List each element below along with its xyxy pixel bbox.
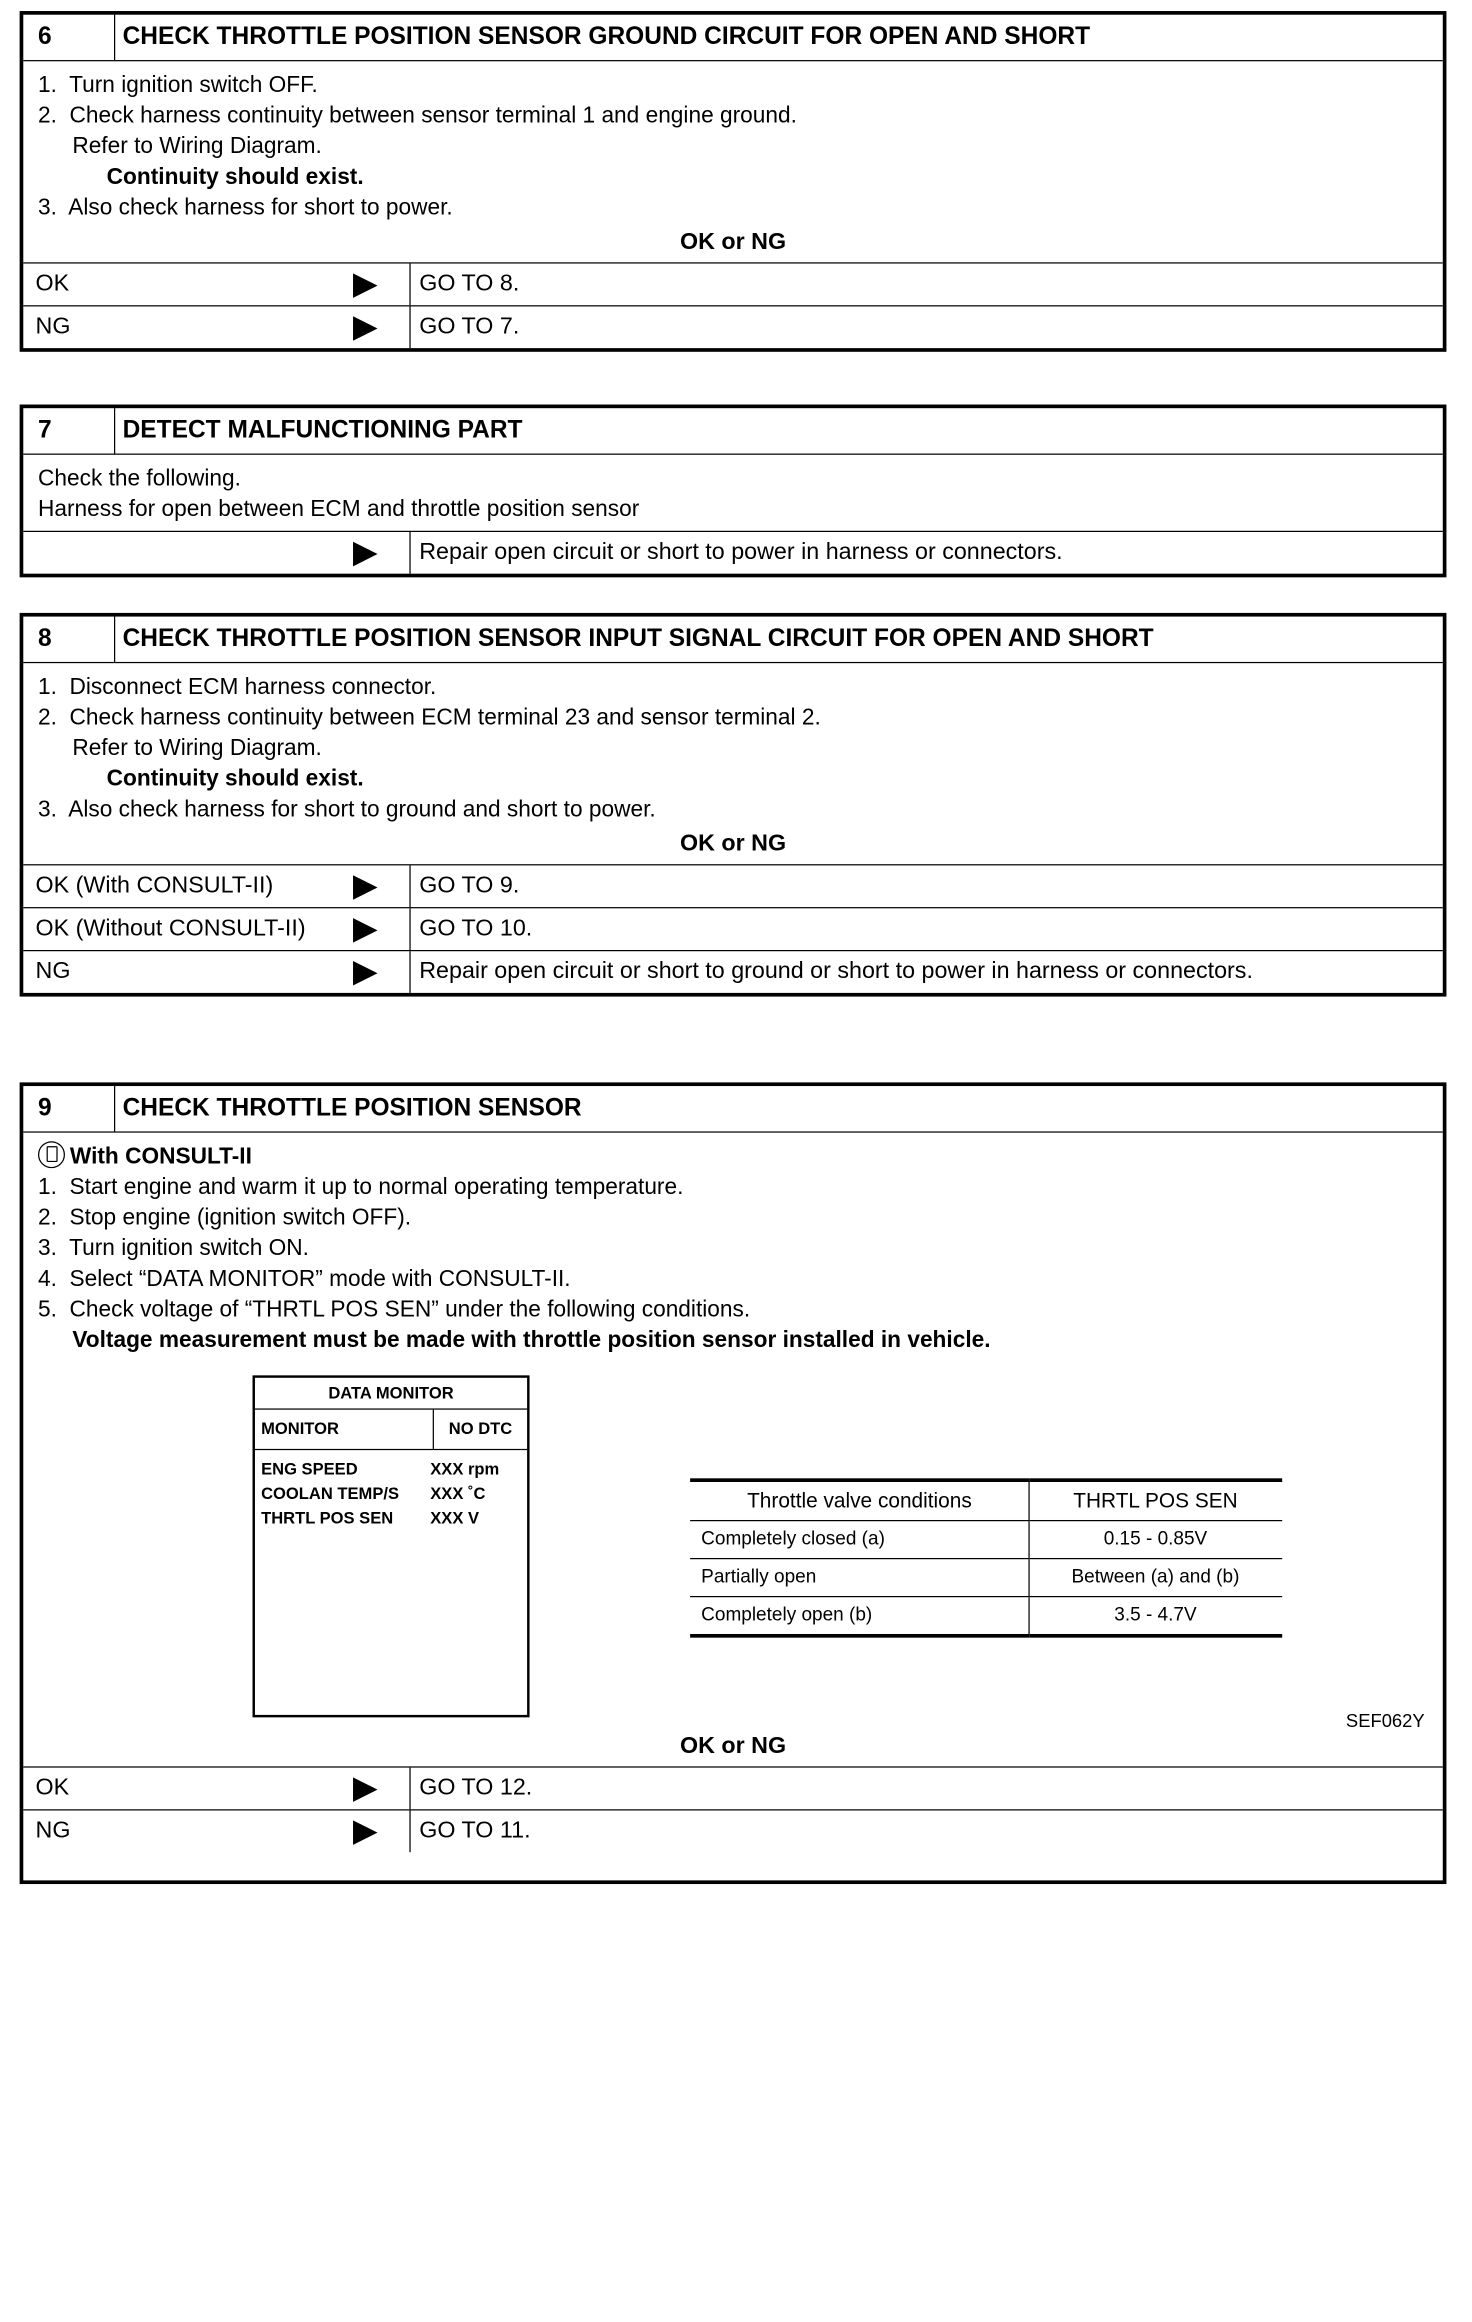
- data-monitor-screen: [253, 1375, 530, 1717]
- result-label: NG: [35, 313, 71, 340]
- arrow-right-icon: [353, 961, 378, 986]
- result-action: GO TO 7.: [419, 313, 520, 340]
- result-row: [23, 951, 1442, 993]
- instruction-line: 3. Also check harness for short to power.: [37, 193, 453, 220]
- monitor-item: ENG SPEED: [261, 1459, 358, 1479]
- instruction-spec: Continuity should exist.: [106, 163, 364, 189]
- result-action: GO TO 10.: [419, 915, 533, 942]
- monitor-row: [255, 1482, 527, 1507]
- monitor-item: THRTL POS SEN: [261, 1508, 394, 1528]
- step-number: 9: [23, 1086, 115, 1131]
- result-action: GO TO 11.: [419, 1817, 531, 1844]
- instruction-line: 1. Disconnect ECM harness connector.: [37, 672, 437, 699]
- table-cell: 0.15 - 0.85V: [1029, 1521, 1282, 1559]
- step-title: CHECK THROTTLE POSITION SENSOR GROUND CIRCUIT FOR OPEN AND SHORT: [122, 23, 1091, 51]
- step-title: CHECK THROTTLE POSITION SENSOR INPUT SIGNAL CIRCUIT FOR OPEN AND SHORT: [122, 625, 1154, 653]
- table-row: [690, 1597, 1282, 1636]
- result-row: [23, 306, 1442, 348]
- data-monitor-title: DATA MONITOR: [255, 1378, 527, 1410]
- table-cell: Completely open (b): [690, 1597, 1029, 1636]
- result-row: [23, 1768, 1442, 1811]
- instruction-line: Check the following.: [37, 464, 241, 491]
- instruction-line: 2. Check harness continuity between sensor terminal 1 and engine ground.: [37, 101, 797, 128]
- step-9-header: [23, 1086, 1442, 1133]
- column-header: Throttle valve conditions: [690, 1480, 1029, 1520]
- arrow-right-icon: [353, 1820, 378, 1845]
- data-monitor-header: [255, 1410, 527, 1450]
- step-7-header: [23, 408, 1442, 455]
- throttle-conditions-table: [690, 1478, 1282, 1637]
- result-label: OK (With CONSULT-II): [35, 872, 274, 899]
- result-row: [23, 1811, 1442, 1853]
- monitor-value: XXX ˚C: [430, 1484, 486, 1503]
- monitor-item: COOLAN TEMP/S: [261, 1484, 400, 1503]
- result-action: Repair open circuit or short to power in harness or connectors.: [419, 539, 1063, 566]
- table-cell: Between (a) and (b): [1029, 1559, 1282, 1597]
- instruction-line: Refer to Wiring Diagram.: [72, 734, 322, 760]
- result-label: OK (Without CONSULT-II): [35, 915, 306, 942]
- step-8-instructions: [23, 663, 1442, 824]
- step-6-header: [23, 15, 1442, 62]
- arrow-right-icon: [353, 316, 378, 341]
- result-action: Repair open circuit or short to ground or short to power in harness or connectors.: [419, 958, 1253, 985]
- monitor-value: XXX V: [430, 1508, 480, 1528]
- step-8-header: [23, 617, 1442, 664]
- column-header: THRTL POS SEN: [1029, 1480, 1282, 1520]
- monitor-value: XXX rpm: [430, 1459, 500, 1479]
- instruction-line: 5. Check voltage of “THRTL POS SEN” under the following conditions.: [37, 1295, 751, 1322]
- ok-or-ng-label: OK or NG: [23, 824, 1442, 866]
- dtc-column-label: NO DTC: [448, 1419, 513, 1438]
- result-row: [23, 532, 1442, 574]
- monitor-row: [255, 1457, 527, 1482]
- instruction-spec: Continuity should exist.: [106, 764, 364, 791]
- instruction-line: 1. Start engine and warm it up to normal operating temperature.: [37, 1173, 684, 1199]
- table-cell: 3.5 - 4.7V: [1029, 1597, 1282, 1636]
- instruction-warning: Voltage measurement must be made with throttle position sensor installed in vehicle.: [72, 1326, 991, 1353]
- instruction-line: 3. Also check harness for short to ground and short to power.: [37, 795, 656, 822]
- step-number: 7: [23, 408, 115, 453]
- ok-or-ng-label: OK or NG: [23, 222, 1442, 264]
- instruction-line: Harness for open between ECM and throttle position sensor: [37, 495, 640, 521]
- arrow-right-icon: [353, 542, 378, 567]
- result-label: NG: [35, 1817, 71, 1844]
- arrow-right-icon: [353, 875, 378, 900]
- step-6-box: [20, 11, 1447, 352]
- result-label: NG: [35, 958, 71, 985]
- step-title: DETECT MALFUNCTIONING PART: [122, 416, 523, 444]
- monitor-column-label: MONITOR: [255, 1410, 434, 1449]
- table-cell: Partially open: [690, 1559, 1029, 1597]
- table-cell: Completely closed (a): [690, 1521, 1029, 1559]
- consult-tool-icon: [38, 1141, 65, 1168]
- step-7-instructions: [23, 455, 1442, 532]
- instruction-line: Refer to Wiring Diagram.: [72, 132, 322, 159]
- instruction-line: 3. Turn ignition switch ON.: [37, 1234, 309, 1261]
- instruction-line: 1. Turn ignition switch OFF.: [37, 71, 318, 97]
- arrow-right-icon: [353, 918, 378, 943]
- consult-label: With CONSULT-II: [69, 1142, 252, 1169]
- step-title: CHECK THROTTLE POSITION SENSOR: [122, 1094, 582, 1122]
- result-row: [23, 908, 1442, 951]
- result-action: GO TO 12.: [419, 1774, 533, 1801]
- result-label: OK: [35, 270, 70, 297]
- ok-or-ng-label: OK or NG: [23, 1726, 1442, 1768]
- result-row: [23, 865, 1442, 908]
- step-number: 6: [23, 15, 115, 60]
- instruction-line: 2. Stop engine (ignition switch OFF).: [37, 1203, 412, 1230]
- table-row: [690, 1559, 1282, 1597]
- step-6-instructions: [23, 61, 1442, 222]
- table-header-row: [690, 1480, 1282, 1520]
- step-7-box: [20, 405, 1447, 578]
- consult-heading: [38, 1140, 1428, 1171]
- step-number: 8: [23, 617, 115, 662]
- instruction-line: 4. Select “DATA MONITOR” mode with CONSULT-II.: [37, 1265, 571, 1291]
- monitor-row: [255, 1507, 527, 1532]
- figure-id: SEF062Y: [1345, 1711, 1425, 1733]
- result-label: OK: [35, 1774, 70, 1801]
- instruction-line: 2. Check harness continuity between ECM terminal 23 and sensor terminal 2.: [37, 703, 821, 730]
- step-8-box: [20, 613, 1447, 997]
- arrow-right-icon: [353, 1777, 378, 1802]
- arrow-right-icon: [353, 273, 378, 298]
- result-action: GO TO 8.: [419, 270, 520, 297]
- result-action: GO TO 9.: [419, 872, 520, 899]
- table-row: [690, 1521, 1282, 1559]
- result-row: [23, 264, 1442, 307]
